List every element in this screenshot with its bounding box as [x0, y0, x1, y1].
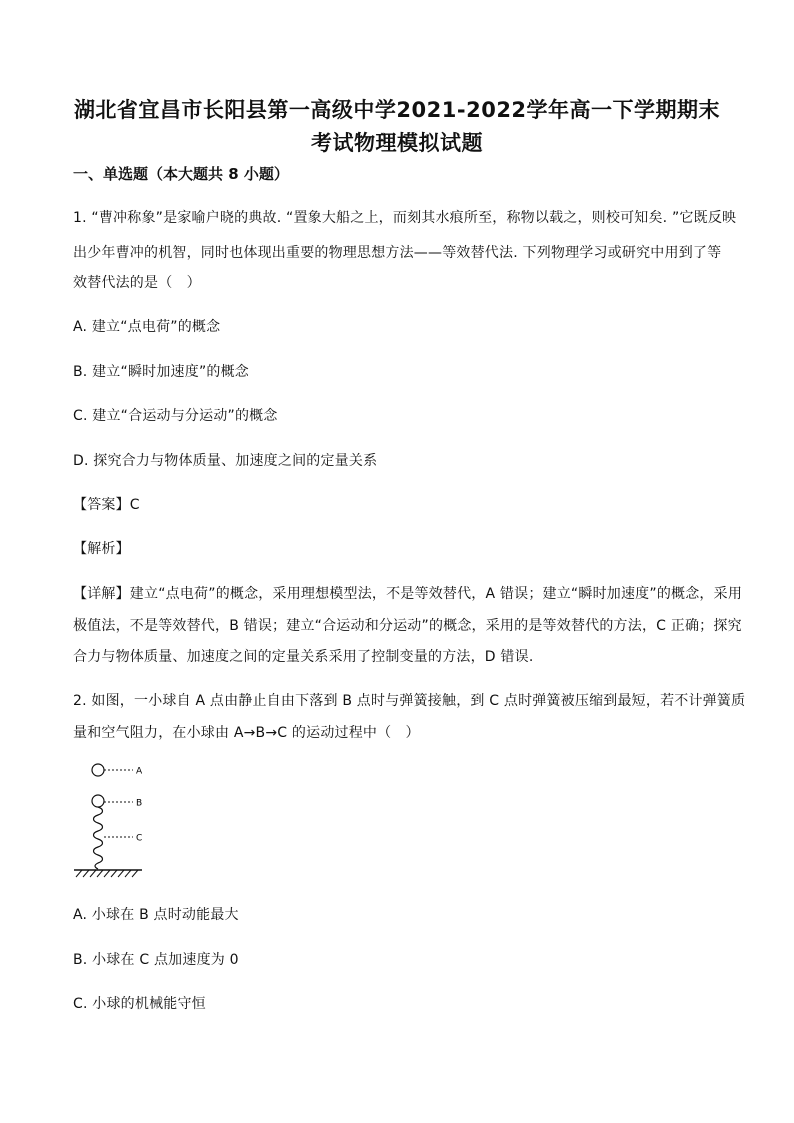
q1-option-a: A. 建立“点电荷”的概念	[73, 319, 221, 335]
q2-option-b: B. 小球在 C 点加速度为 0	[73, 952, 239, 968]
q1-detail-line-3: 合力与物体质量、加速度之间的定量关系采用了控制变量的方法，D 错误.	[73, 649, 534, 665]
label-b: B	[136, 798, 143, 809]
spring-icon	[94, 807, 103, 869]
ball-b-icon	[92, 795, 104, 807]
q1-detail-line-1: 【详解】建立“点电荷”的概念，采用理想模型法，不是等效替代，A 错误；建立“瞬时加速度”的概念，采用	[73, 586, 743, 602]
q1-stem-line-2: 出少年曹冲的机智，同时也体现出重要的物理思想方法——等效替代法. 下列物理学习或研究中用到了等	[73, 245, 722, 261]
ball-a-icon	[92, 764, 104, 776]
section-heading: 一、单选题（本大题共 8 小题）	[73, 165, 289, 183]
q1-stem-line-1: 1. “曹冲称象”是家喻户晓的典故. “置象大船之上，而刻其水痕所至，称物以载之，则校可知矣. ”它既反映	[73, 210, 737, 226]
q2-stem-line-2: 量和空气阻力，在小球由 A→B→C 的运动过程中（ ）	[73, 725, 420, 741]
document-title-line-1: 湖北省宜昌市长阳县第一高级中学2021-2022学年高一下学期期末	[73, 98, 721, 122]
q2-option-c: C. 小球的机械能守恒	[73, 996, 206, 1012]
spring-ball-figure	[70, 758, 160, 884]
q1-detail-line-2: 极值法，不是等效替代，B 错误；建立“合运动和分运动”的概念，采用的是等效替代的方法，C 正确；探究	[73, 618, 742, 634]
label-a: A	[136, 766, 143, 777]
ground-hatch	[76, 870, 138, 877]
q1-option-c: C. 建立“合运动与分运动”的概念	[73, 408, 278, 424]
document-title-line-2: 考试物理模拟试题	[311, 131, 483, 155]
q1-analysis-label: 【解析】	[73, 541, 130, 557]
label-c: C	[136, 833, 143, 844]
q1-option-b: B. 建立“瞬时加速度”的概念	[73, 364, 250, 380]
q2-option-a: A. 小球在 B 点时动能最大	[73, 907, 239, 923]
q2-stem-line-1: 2. 如图，一小球自 A 点由静止自由下落到 B 点时与弹簧接触，到 C 点时弹簧被压缩到最短，若不计弹簧质	[73, 693, 746, 709]
q1-option-d: D. 探究合力与物体质量、加速度之间的定量关系	[73, 453, 378, 469]
q1-stem-line-3: 效替代法的是（ ）	[73, 275, 201, 291]
q1-answer: 【答案】C	[73, 497, 140, 513]
